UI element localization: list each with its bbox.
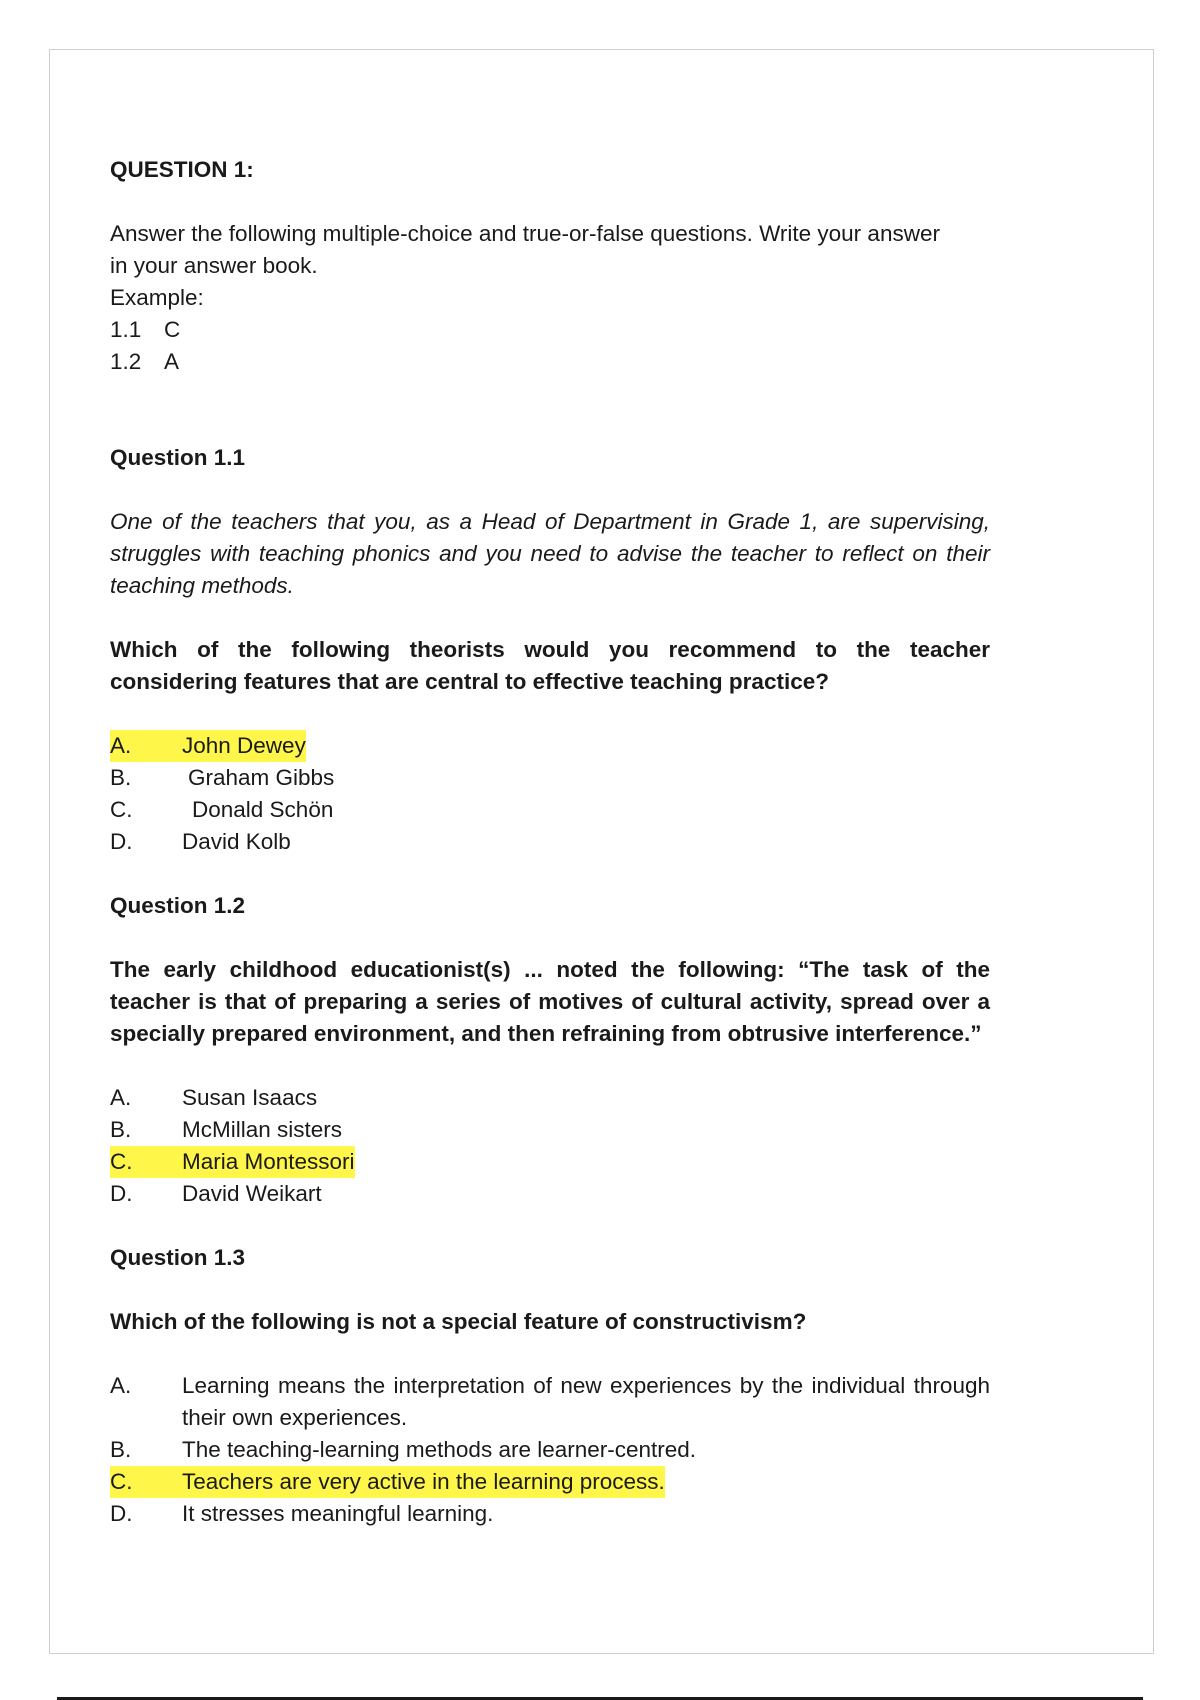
example-answer: A — [164, 349, 180, 374]
answer-option — [110, 1434, 990, 1466]
option-text: The teaching-learning methods are learner-centred. — [182, 1437, 697, 1462]
answer-option — [110, 1178, 990, 1210]
option-text: David Kolb — [182, 829, 291, 854]
option-text: Maria Montessori — [182, 1149, 355, 1174]
example-line — [110, 314, 990, 346]
question-heading: Question 1.2 — [110, 893, 246, 918]
answer-highlight — [110, 1146, 355, 1178]
instructions-line-1: Answer the following multiple-choice and true-or-false questions. Write your answer — [110, 221, 940, 246]
option-letter: D. — [110, 829, 133, 854]
option-letter: A. — [110, 1085, 132, 1110]
answer-option — [110, 1146, 990, 1178]
answer-option — [110, 1498, 990, 1530]
option-letter: C. — [110, 797, 133, 822]
answer-option — [110, 1082, 990, 1114]
option-text: McMillan sisters — [182, 1117, 343, 1142]
example-label: Example: — [110, 285, 204, 310]
answer-option — [110, 1370, 990, 1434]
option-text: Donald Schön — [192, 797, 334, 822]
spacer — [110, 602, 990, 634]
example-number: 1.2 — [110, 349, 142, 374]
option-letter: B. — [110, 1437, 132, 1462]
question-title: QUESTION 1: — [110, 157, 254, 182]
question-prompt: The early childhood educationist(s) ... noted the following: “The task of the teacher is that of preparing a series of motives of cultural activity, spread over a specially prepared environment, and then refraining from obtrusive interference.” — [110, 957, 990, 1046]
spacer — [110, 698, 990, 730]
option-text: Learning means the interpretation of new experiences by the individual through their own experiences. — [182, 1373, 990, 1430]
spacer — [110, 922, 990, 954]
example-line — [110, 346, 990, 378]
answer-options — [110, 1370, 990, 1530]
spacer — [110, 1210, 990, 1242]
option-letter: D. — [110, 1501, 133, 1526]
answer-highlight — [110, 730, 306, 762]
spacer — [110, 1050, 990, 1082]
spacer — [110, 474, 990, 506]
option-text: It stresses meaningful learning. — [182, 1501, 494, 1526]
answer-option — [110, 1466, 990, 1498]
answer-option — [110, 762, 990, 794]
answer-option — [110, 1114, 990, 1146]
option-text: Graham Gibbs — [188, 765, 335, 790]
answer-options — [110, 1082, 990, 1210]
answer-option — [110, 794, 990, 826]
question-scenario: One of the teachers that you, as a Head of Department in Grade 1, are supervising, struggles with teaching phonics and you need to advise the teacher to reflect on their teaching methods. — [110, 509, 990, 598]
question-prompt: Which of the following is not a special feature of constructivism? — [110, 1309, 807, 1334]
option-letter: A. — [110, 733, 132, 758]
spacer — [110, 1274, 990, 1306]
spacer — [110, 186, 990, 218]
spacer — [110, 858, 990, 890]
answer-options — [110, 730, 990, 858]
example-number: 1.1 — [110, 317, 142, 342]
option-text: David Weikart — [182, 1181, 322, 1206]
instructions-line-2: in your answer book. — [110, 253, 318, 278]
option-letter: C. — [110, 1469, 133, 1494]
spacer — [110, 378, 990, 442]
option-letter: B. — [110, 1117, 132, 1142]
answer-option — [110, 730, 990, 762]
question-heading: Question 1.3 — [110, 1245, 246, 1270]
example-answer: C — [164, 317, 181, 342]
answer-highlight — [110, 1466, 665, 1498]
option-letter: C. — [110, 1149, 133, 1174]
option-text: John Dewey — [182, 733, 306, 758]
option-letter: B. — [110, 765, 132, 790]
question-prompt: Which of the following theorists would you recommend to the teacher considering features that are central to effective teaching practice? — [110, 637, 990, 694]
answer-option — [110, 826, 990, 858]
option-text: Teachers are very active in the learning process. — [182, 1469, 665, 1494]
option-letter: D. — [110, 1181, 133, 1206]
option-letter: A. — [110, 1373, 132, 1398]
option-text: Susan Isaacs — [182, 1085, 318, 1110]
spacer — [110, 1338, 990, 1370]
document-content — [110, 154, 990, 1530]
question-heading: Question 1.1 — [110, 445, 246, 470]
